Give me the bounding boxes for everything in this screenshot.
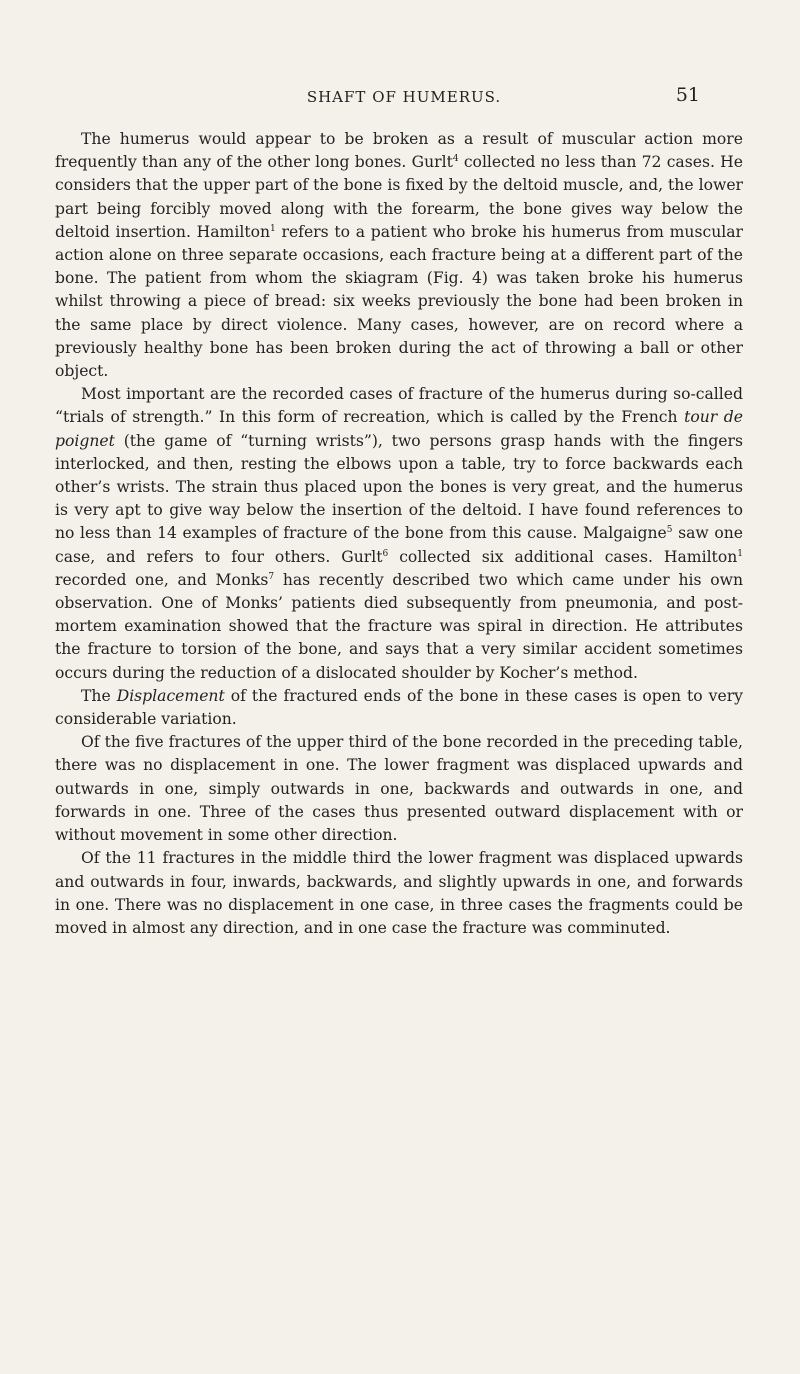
text-run: recorded one, and Monks [55,570,269,589]
text-run: refers to a patient who broke his humerus from muscular action alone on three separate occasions, each fracture being at a different part of the bone. The patient from whom the skiagram (Fig. 4) was taken broke his humerus whilst throwing a piece of bread: six weeks previously the bone had been broken in the same place by direct violence. Many cases, however, are on record where a previously healthy bone has been broken during the act of throwing a ball or other object. [55,222,743,381]
text-run: saw one case, and refers to four others. Gurlt [55,524,743,566]
paragraph-2 [55,383,743,685]
italic-text: tour de poignet [55,408,743,450]
footnote-ref: 5 [666,525,673,536]
text-run: The [81,686,117,705]
text-run: collected no less than 72 cases. He considers that the upper part of the bone is fixed by the deltoid muscle, and, the lower part being forcibly moved along with the forearm, the bone gives way below the deltoid insertion. Hamilton [55,153,743,241]
italic-text: Displacement [116,686,225,705]
text-run: Of the 11 fractures in the middle third the lower fragment was displaced upwards and outwards in four, inwards, backwards, and slightly upwards in one, and forwards in one. There was no displacement in one case, in three cases the fragments could be moved in almost any direction, and in one case the fracture was comminuted. [55,849,743,937]
page-header [108,84,700,112]
paragraph-5 [55,847,743,940]
text-run: Of the five fractures of the upper third of the bone recorded in the preceding table, there was no displacement in one. The lower fragment was displaced upwards and outwards in one, simply outwards in one, backwards and outwards in one, and forwards in one. Three of the cases thus presented outward displacement with or without movement in some other direction. [55,733,743,845]
footnote-ref: 4 [452,154,459,165]
page-number: 51 [675,84,700,106]
text-run: collected six additional cases. Hamilton [388,547,738,566]
paragraph-3 [55,685,743,731]
text-run: has recently described two which came under his own observation. One of Monks’ patients died subsequently from pneumonia, and post-mortem examination showed that the fracture was spiral in direction. He attributes the fracture to torsion of the bone, and says that a very similar accident sometimes occurs during the reduction of a dislocated shoulder by Kocher’s method. [55,570,743,682]
footnote-ref: 7 [268,571,275,582]
text-run: The humerus would appear to be broken as a result of muscular action more frequently than any of the other long bones. Gurlt [55,130,743,172]
paragraph-4 [55,731,743,847]
footnote-ref: 1 [737,548,743,559]
running-head: SHAFT OF HUMERUS. [306,88,502,106]
text-run: Most important are the recorded cases of fracture of the humerus during so-called “trials of strength.” In this form of recreation, which is called by the French [55,385,743,427]
text-run: of the fractured ends of the bone in these cases is open to very considerable variation. [55,686,743,729]
paragraph-1 [55,128,743,383]
footnote-ref: 6 [382,548,389,559]
text-run: (the game of “turning wrists”), two persons grasp hands with the fingers interlocked, and then, resting the elbows upon a table, try to force backwards each other’s wrists. The strain thus placed upon the bones is very great, and the humerus is very apt to give way below the insertion of the deltoid. I have found references to no less than 14 examples of fracture of the bone from this cause. Malgaigne [55,431,743,543]
body-text [55,128,743,940]
footnote-ref: 1 [270,223,276,234]
